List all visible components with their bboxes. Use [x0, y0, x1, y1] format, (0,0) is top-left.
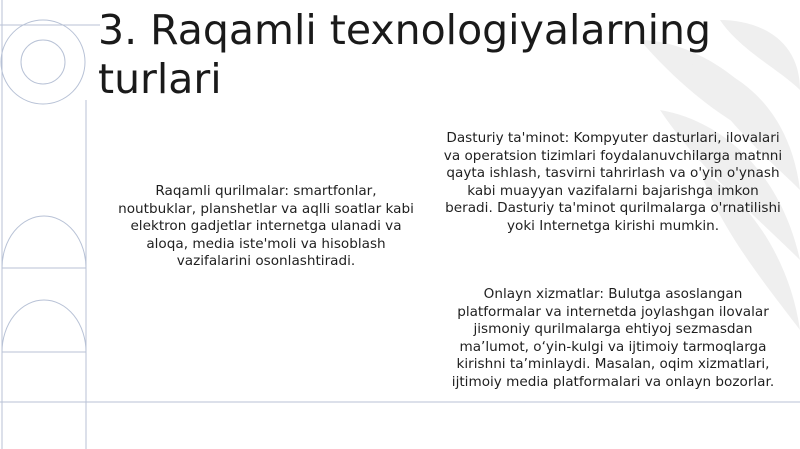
arch-bottom [2, 300, 86, 352]
outer-circle [1, 20, 85, 104]
slide-title: 3. Raqamli texnologiyalarning turlari [98, 6, 711, 103]
software-text: Dasturiy ta'minot: Kompyuter dasturlari, ilovalari va operatsion tizimlari foydalanuvchilarga matnni qayta ishlash, tasvirni tahrirlash va o'yin o'ynash kabi muayyan vazifalarni bajarishga imkon beradi. Dasturiy ta'minot qurilmalarga o'rnatilishi yoki Internetga kirishi mumkin. [443, 130, 783, 234]
digital-devices-text: Raqamli qurilmalar: smartfonlar, noutbuklar, planshetlar va aqlli soatlar kabi elektron gadjetlar internetga ulanadi va aloqa, media iste'moli va hisoblash vazifalarini osonlashtiradi. [118, 183, 414, 270]
arch-top [2, 216, 86, 268]
inner-circle [21, 40, 65, 84]
online-services-text: Onlayn xizmatlar: Bulutga asoslangan platformalar va internetda joylashgan ilovalar jismoniy qurilmalarga ehtiyoj sezmasdan ma’lumot, o‘yin-kulgi va ijtimoiy tarmoqlarga kirishni ta’minlaydi. Masalan, oqim xizmatlari, ijtimoiy media platformalari va onlayn bozorlar. [451, 286, 775, 390]
